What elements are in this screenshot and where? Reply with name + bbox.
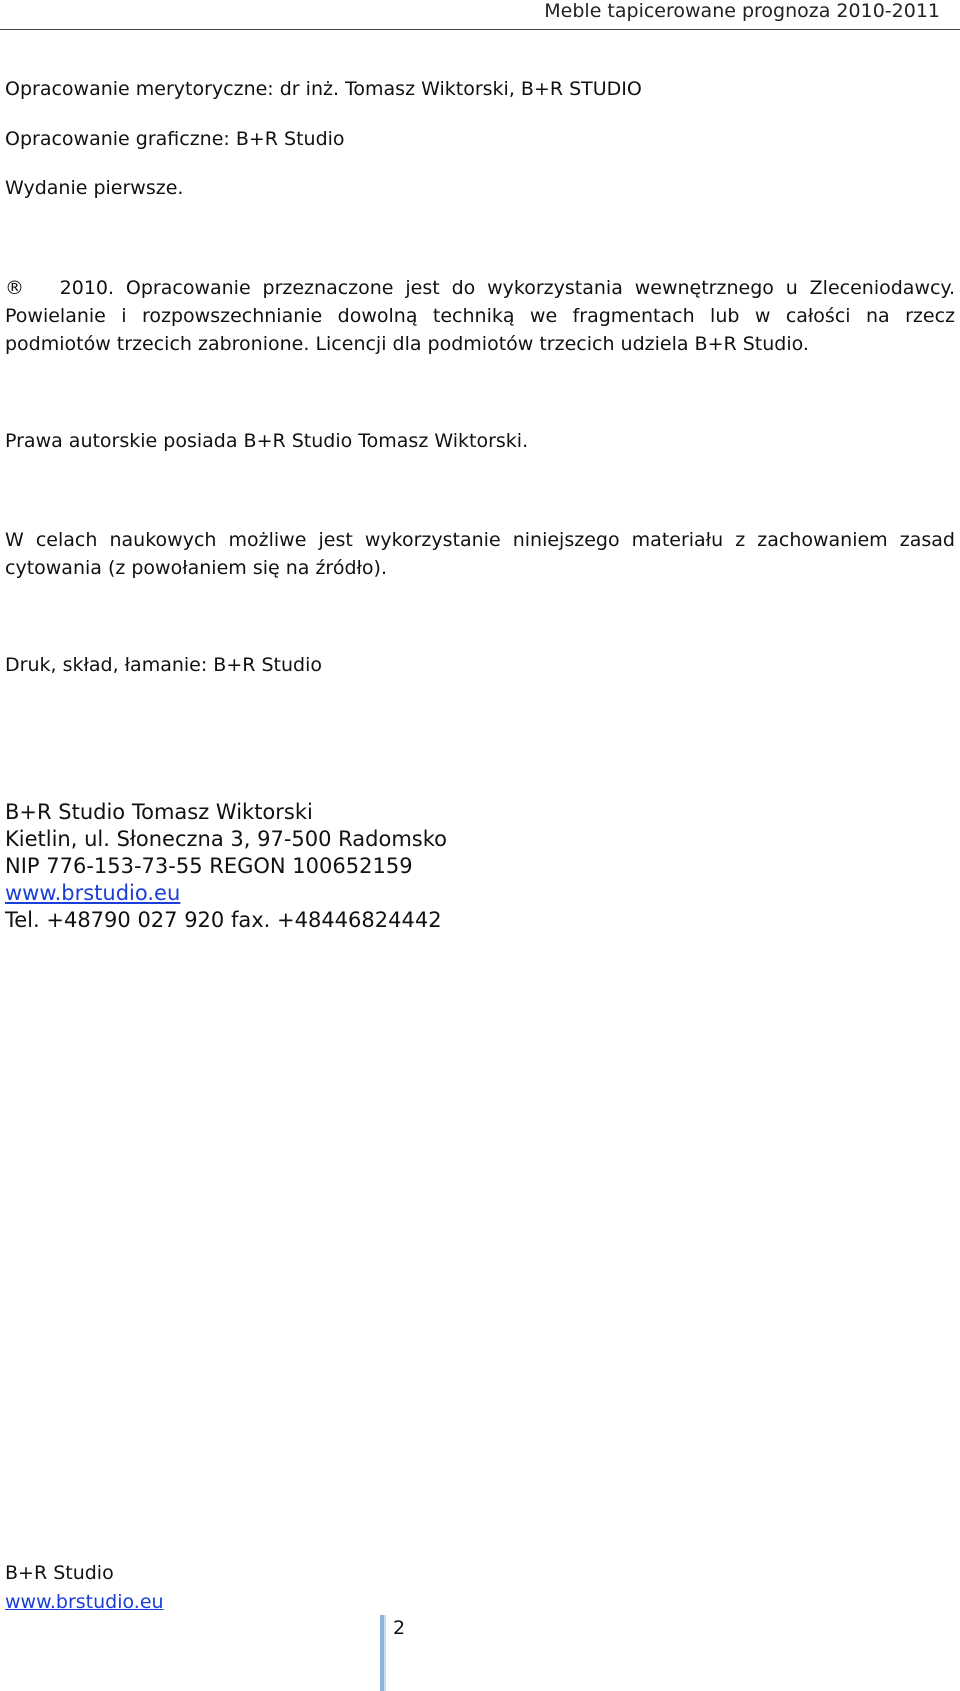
scientific-use-row-2: cytowania (z powołaniem się na źródło).: [5, 557, 387, 579]
printing-line: Druk, skład, łamanie: B+R Studio: [5, 654, 323, 676]
contact-phone: Tel. +48790 027 920 fax. +48446824442: [5, 908, 442, 932]
footer-company: B+R Studio: [5, 1562, 114, 1584]
copyright-paragraph: [5, 274, 955, 358]
running-header-title: Meble tapicerowane prognoza 2010-2011: [544, 0, 940, 22]
header-divider: [0, 29, 960, 30]
contact-company: B+R Studio Tomasz Wiktorski: [5, 800, 313, 824]
copyright-text-1: 2010. Opracowanie przeznaczone jest do wykorzystania wewnętrznego u Zleceniodawcy.: [59, 277, 955, 299]
copyright-row-1: [5, 274, 955, 302]
scientific-use-paragraph: [5, 526, 955, 582]
edition-line: Wydanie pierwsze.: [5, 177, 184, 199]
content-author-line: Opracowanie merytoryczne: dr inż. Tomasz Wiktorski, B+R STUDIO: [5, 78, 642, 100]
copyright-row-3: podmiotów trzecich zabronione. Licencji dla podmiotów trzecich udziela B+R Studio.: [5, 333, 809, 355]
graphic-design-line: Opracowanie graficzne: B+R Studio: [5, 128, 345, 150]
page-number: 2: [393, 1617, 406, 1639]
footer-website-link[interactable]: www.brstudio.eu: [5, 1591, 164, 1613]
contact-address: Kietlin, ul. Słoneczna 3, 97-500 Radomsko: [5, 827, 447, 851]
registered-symbol: ®: [5, 277, 24, 299]
rights-line: Prawa autorskie posiada B+R Studio Tomasz Wiktorski.: [5, 430, 529, 452]
scientific-use-row-1: W celach naukowych możliwe jest wykorzystanie niniejszego materiału z zachowaniem zasad: [5, 529, 955, 551]
copyright-row-2: Powielanie i rozpowszechnianie dowolną techniką we fragmentach lub w całości na rzecz: [5, 305, 955, 327]
contact-website-link[interactable]: www.brstudio.eu: [5, 881, 181, 905]
contact-ids: NIP 776-153-73-55 REGON 100652159: [5, 854, 413, 878]
page-number-bar: [380, 1615, 386, 1691]
